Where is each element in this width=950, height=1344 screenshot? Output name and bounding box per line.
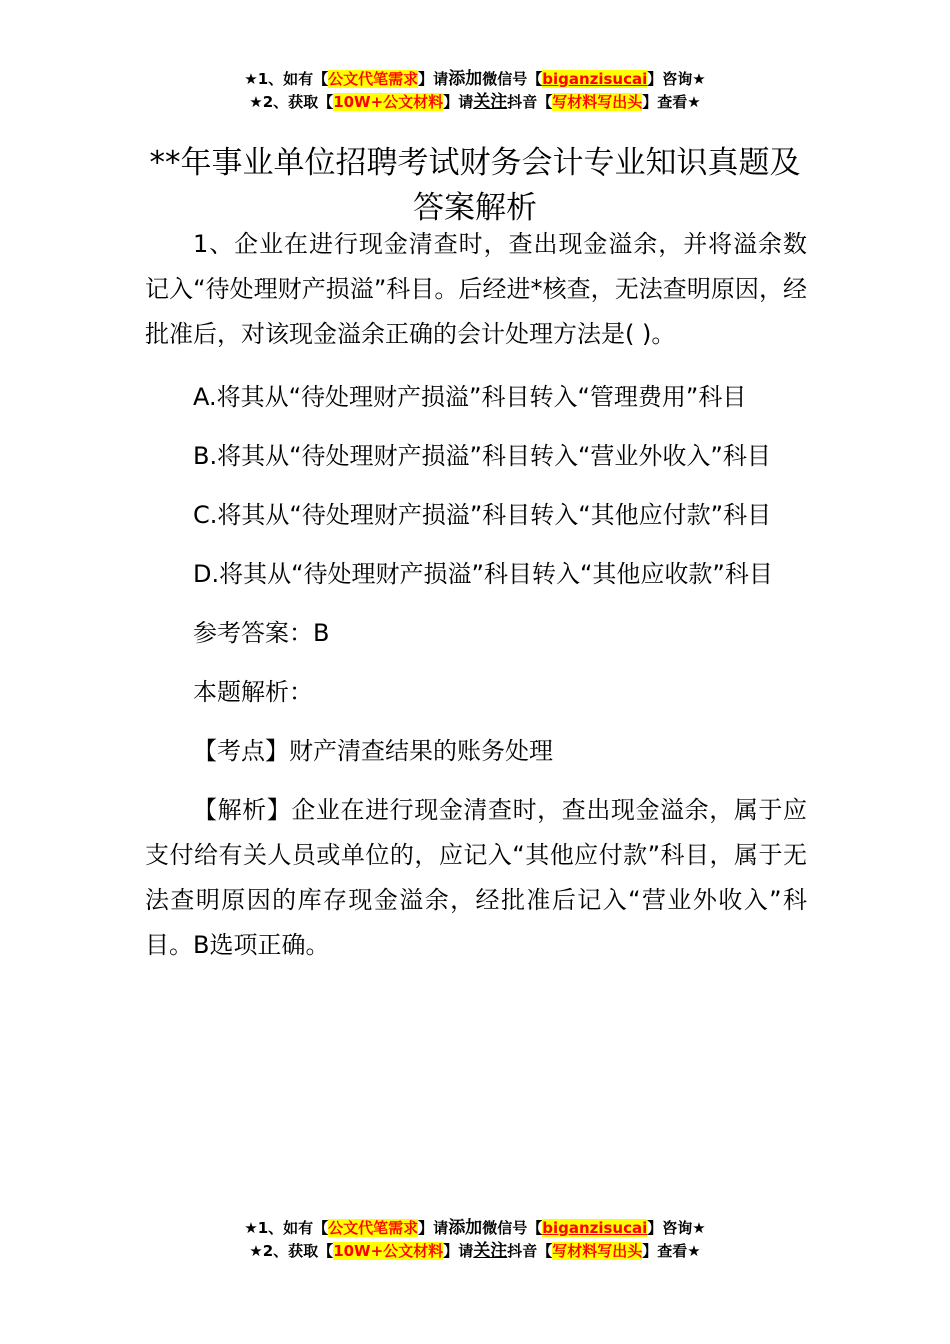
banner-line-1: ★1、如有【公文代笔需求】请添加微信号【biganzisucai】咨询★ bbox=[244, 69, 706, 89]
document-body bbox=[145, 222, 807, 986]
banner-douyin-id: 写材料写出头 bbox=[552, 93, 643, 111]
reference-answer: 参考答案：B bbox=[193, 619, 330, 647]
banner-highlight: 公文代笔需求 bbox=[328, 70, 419, 88]
banner-line-2: ★2、获取【10W+公文材料】请关注抖音【写材料写出头】查看★ bbox=[249, 1241, 701, 1261]
option-d: D.将其从“待处理财产损溢”科目转入“其他应收款”科目 bbox=[193, 560, 773, 588]
document-title: **年事业单位招聘考试财务会计专业知识真题及答案解析 bbox=[149, 144, 801, 226]
header-banner bbox=[0, 68, 950, 114]
question-text: 1、企业在进行现金清查时，查出现金溢余，并将溢余数记入“待处理财产损溢”科目。后经进*核查，无法查明原因，经批准后，对该现金溢余正确的会计处理方法是( )。 bbox=[145, 230, 807, 348]
analysis-label: 本题解析： bbox=[193, 678, 313, 706]
option-a: A.将其从“待处理财产损溢”科目转入“管理费用”科目 bbox=[193, 383, 747, 411]
option-b: B.将其从“待处理财产损溢”科目转入“营业外收入”科目 bbox=[193, 442, 771, 470]
banner-highlight: 10W+公文材料 bbox=[333, 93, 444, 111]
option-c: C.将其从“待处理财产损溢”科目转入“其他应付款”科目 bbox=[193, 501, 772, 529]
banner-highlight: 公文代笔需求 bbox=[328, 1219, 419, 1237]
banner-wechat-id: biganzisucai bbox=[542, 70, 648, 88]
banner-douyin-id: 写材料写出头 bbox=[552, 1242, 643, 1260]
banner-wechat-id: biganzisucai bbox=[542, 1219, 648, 1237]
banner-line-1: ★1、如有【公文代笔需求】请添加微信号【biganzisucai】咨询★ bbox=[244, 1218, 706, 1238]
exam-point: 【考点】财产清查结果的账务处理 bbox=[193, 737, 553, 765]
explanation-text: 【解析】企业在进行现金清查时，查出现金溢余，属于应支付给有关人员或单位的，应记入“其他应付款”科目，属于无法查明原因的库存现金溢余，经批准后记入“营业外收入”科目。B选项正确。 bbox=[145, 796, 807, 959]
banner-line-2: ★2、获取【10W+公文材料】请关注抖音【写材料写出头】查看★ bbox=[249, 92, 701, 112]
footer-banner bbox=[0, 1217, 950, 1263]
banner-highlight: 10W+公文材料 bbox=[333, 1242, 444, 1260]
